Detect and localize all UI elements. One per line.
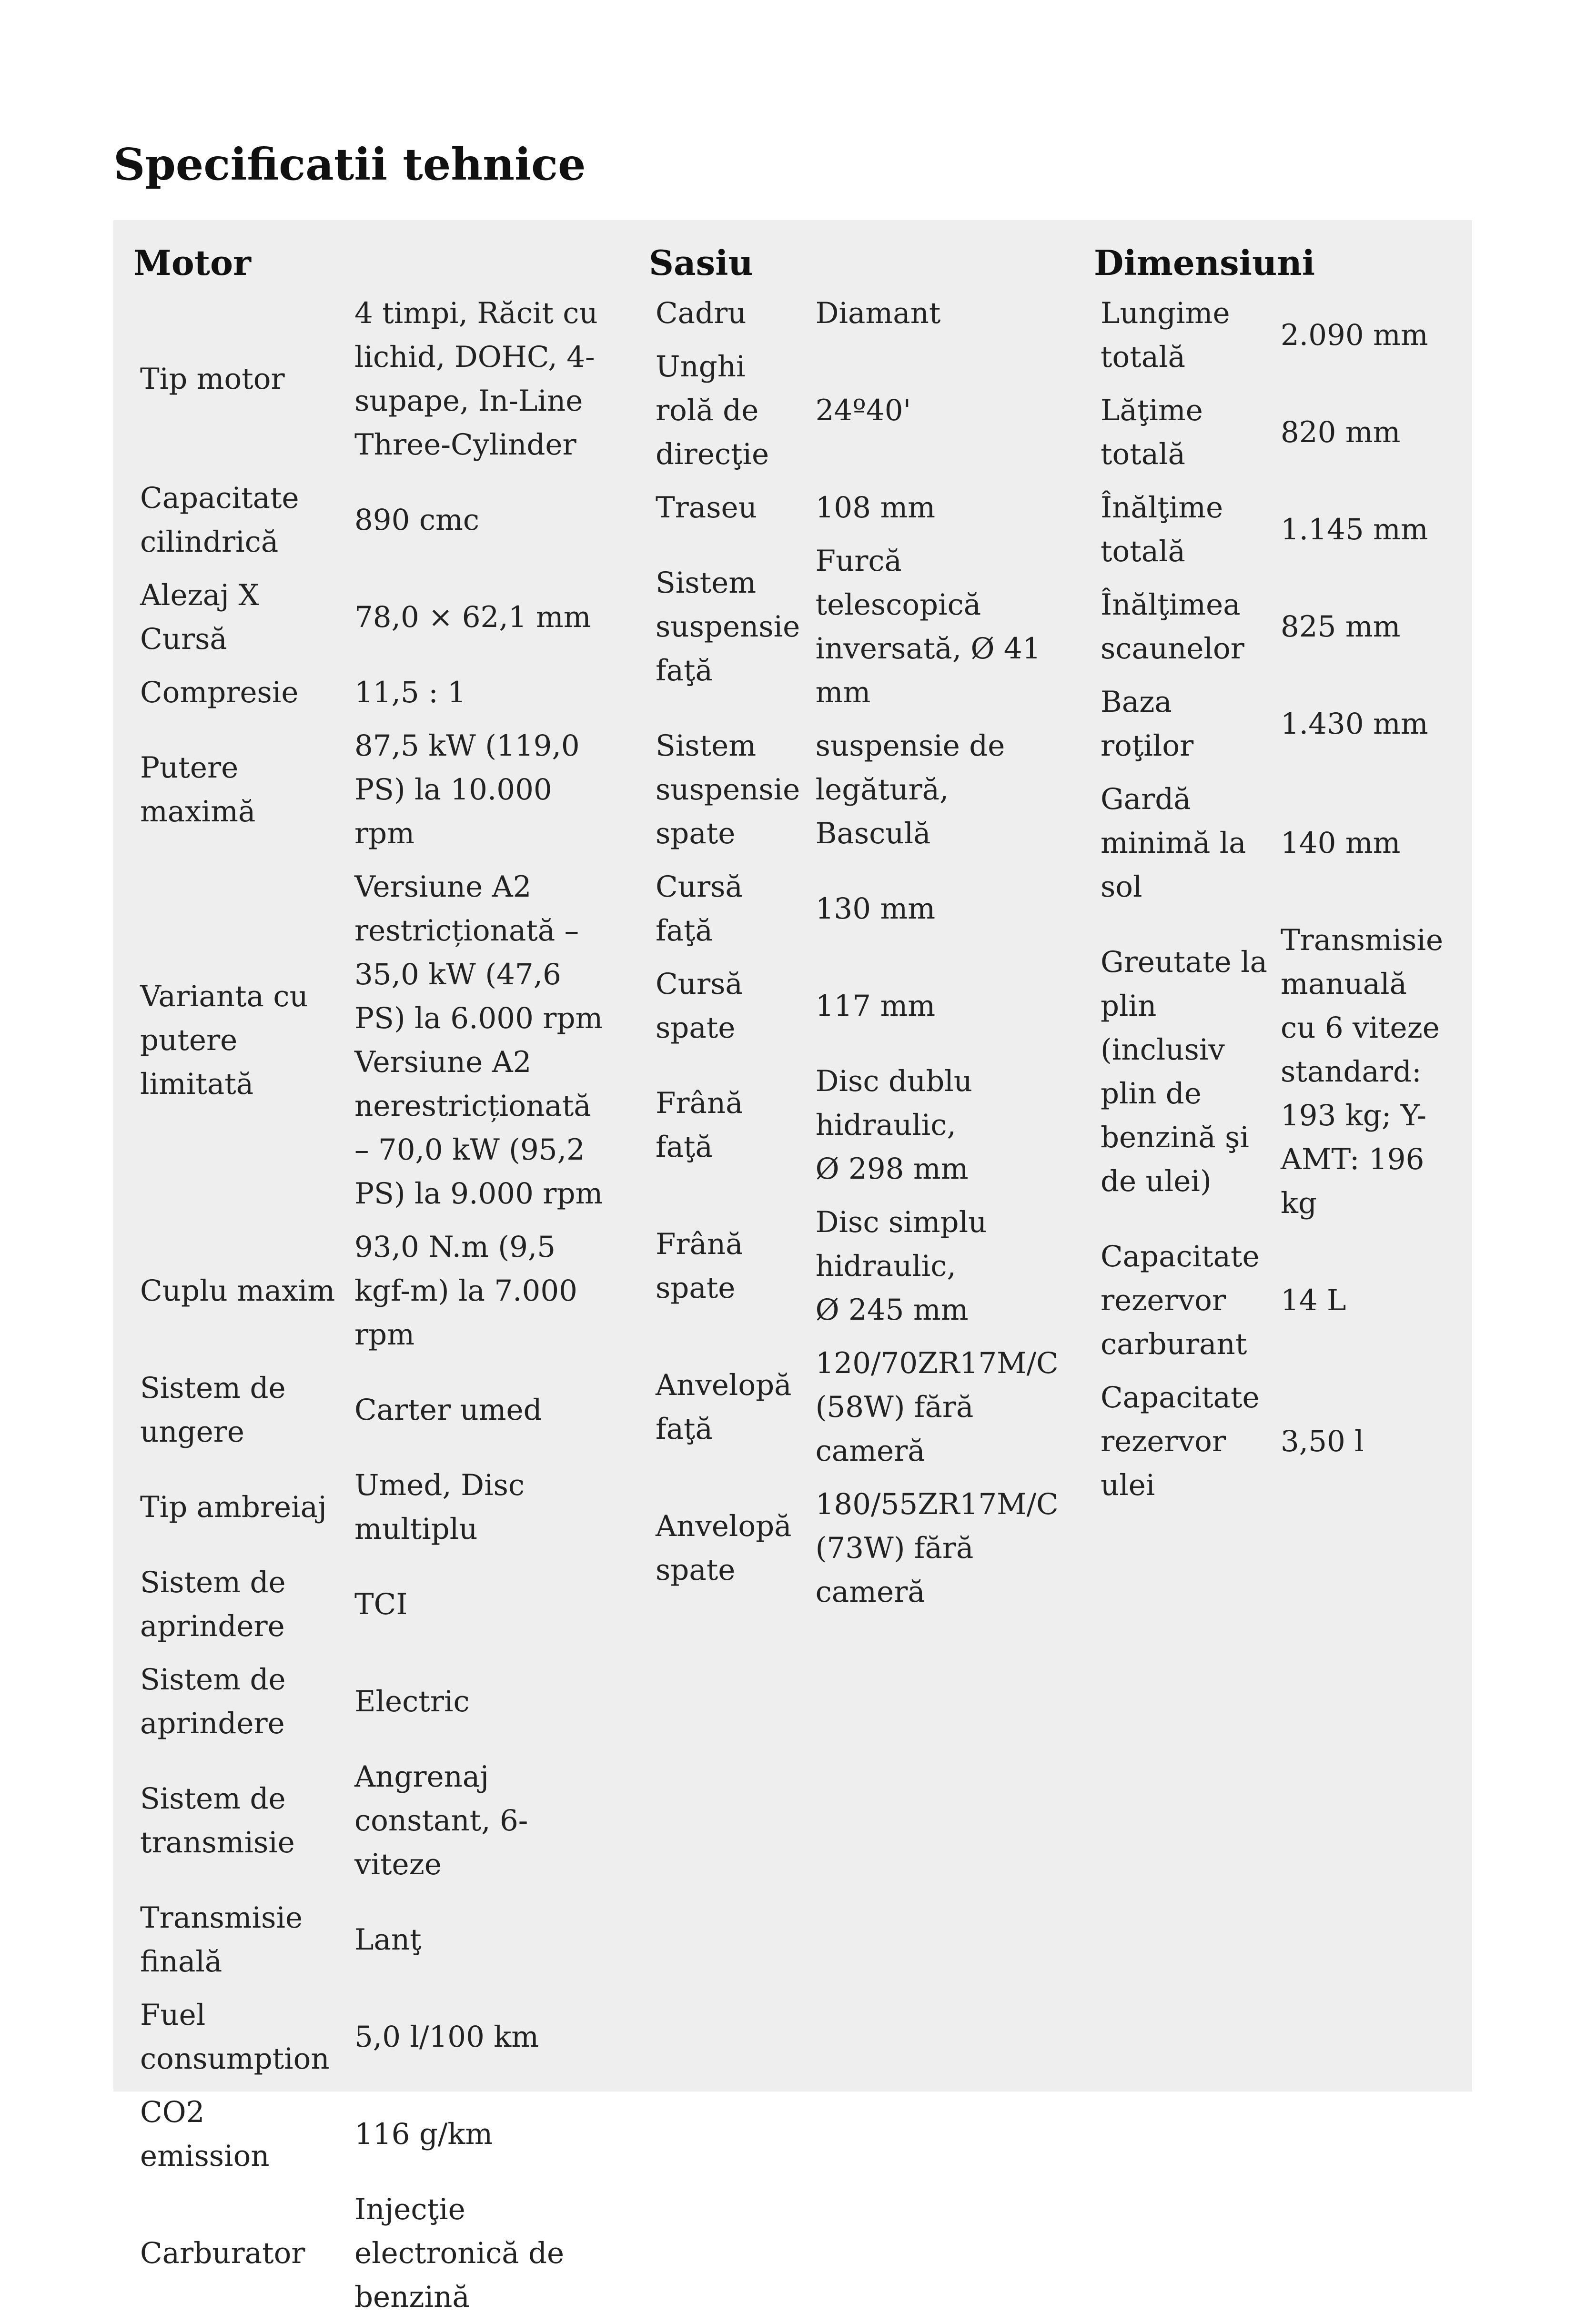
spec-value xyxy=(348,860,617,1221)
spec-value: Angrenaj constant, 6-viteze xyxy=(354,1760,528,1881)
motor-spec-table xyxy=(133,287,617,2324)
spec-label: Anvelopă faţă xyxy=(656,1368,792,1446)
table-row xyxy=(133,1221,617,1362)
spec-value: 5,0 l/100 km xyxy=(354,2020,539,2054)
spec-value: 93,0 N.m (9,5 kgf-m) la 7.000 rpm xyxy=(354,1230,577,1352)
table-row xyxy=(133,666,617,719)
spec-label: Sistem de transmisie xyxy=(140,1782,295,1859)
table-row xyxy=(649,481,1078,535)
sasiu-spec-table xyxy=(649,287,1078,1619)
spec-value: 117 mm xyxy=(815,989,936,1023)
spec-value: 825 mm xyxy=(1281,610,1401,644)
spec-label: Transmisie finală xyxy=(140,1901,303,1979)
table-row xyxy=(133,1362,617,1459)
table-row xyxy=(133,1989,617,2086)
spec-value-line: Disc dublu hidraulic, xyxy=(815,1064,973,1142)
table-row xyxy=(133,2086,617,2183)
table-row xyxy=(133,287,617,472)
spec-label: Sistem suspensie faţă xyxy=(656,566,800,687)
spec-value: 820 mm xyxy=(1281,415,1401,449)
spec-value xyxy=(809,1196,1078,1337)
spec-label: Putere maximă xyxy=(140,751,256,829)
table-row xyxy=(1094,1371,1449,1512)
spec-label: Cursă spate xyxy=(656,967,743,1045)
spec-value-line: Ø 245 mm xyxy=(815,1293,969,1327)
table-row xyxy=(1094,287,1449,384)
dimensiuni-section xyxy=(1094,239,1465,1512)
table-row xyxy=(133,472,617,569)
spec-value: 4 timpi, Răcit cu lichid, DOHC, 4-supape, In-Line Three-Cylinder xyxy=(354,296,598,462)
spec-value: 78,0 × 62,1 mm xyxy=(354,600,591,634)
spec-value: 24º40' xyxy=(815,394,911,427)
table-row xyxy=(133,1459,617,1556)
table-row xyxy=(649,1337,1078,1478)
spec-label: Carburator xyxy=(140,2236,305,2270)
spec-label: Sistem de ungere xyxy=(140,1371,286,1449)
section-heading-sasiu: Sasiu xyxy=(649,243,753,283)
table-row xyxy=(133,1891,617,1989)
spec-value: 2.090 mm xyxy=(1281,318,1428,352)
table-row xyxy=(133,1556,617,1653)
spec-label: Înălţimea scaunelor xyxy=(1101,588,1244,666)
spec-label: Sistem suspensie spate xyxy=(656,729,800,850)
spec-value: 120/70ZR17M/C (58W) fără cameră xyxy=(815,1346,1059,1468)
spec-label: Cursă faţă xyxy=(656,870,743,948)
page-title: Specificatii tehnice xyxy=(113,139,586,190)
spec-value-line: Ø 298 mm xyxy=(815,1152,969,1186)
table-row xyxy=(649,860,1078,958)
spec-value: Furcă telescopică inversată, Ø 41 mm xyxy=(815,544,1041,709)
spec-label: Tip motor xyxy=(140,362,285,396)
spec-value: Electric xyxy=(354,1685,470,1718)
table-row xyxy=(649,719,1078,860)
spec-label: Lăţime totală xyxy=(1101,394,1203,471)
table-row xyxy=(649,340,1078,481)
table-row xyxy=(1094,676,1449,773)
spec-value-line: Versiune A2 nerestricționată – 70,0 kW (95,2 PS) la 9.000 rpm xyxy=(354,1045,603,1211)
table-row xyxy=(133,2183,617,2324)
spec-value: 140 mm xyxy=(1281,826,1401,860)
spec-label: Înălţime totală xyxy=(1101,491,1223,568)
spec-label: Capacitate cilindrică xyxy=(140,481,299,559)
spec-label: Greutate la plin (inclusiv plin de benzină şi de ulei) xyxy=(1101,945,1268,1198)
table-row xyxy=(649,1055,1078,1196)
table-row xyxy=(649,1196,1078,1337)
spec-label: Frână faţă xyxy=(656,1086,743,1164)
spec-label: Capacitate rezervor carburant xyxy=(1101,1240,1260,1361)
spec-label: Compresie xyxy=(140,676,299,709)
table-row xyxy=(133,860,617,1221)
spec-label: Gardă minimă la sol xyxy=(1101,782,1246,904)
spec-value: Carter umed xyxy=(354,1393,542,1427)
spec-value: 130 mm xyxy=(815,892,936,926)
spec-value: 108 mm xyxy=(815,491,936,525)
spec-value: 1.430 mm xyxy=(1281,707,1428,741)
spec-value-line: Versiune A2 restricționată – 35,0 kW (47,6 PS) la 6.000 rpm xyxy=(354,870,603,1035)
spec-value: Diamant xyxy=(815,296,941,330)
spec-label: Sistem de aprindere xyxy=(140,1663,286,1740)
section-heading-motor: Motor xyxy=(133,243,251,283)
table-row xyxy=(1094,384,1449,481)
spec-value: 11,5 : 1 xyxy=(354,676,466,709)
table-row xyxy=(649,287,1078,340)
spec-value: suspensie de legătură, Basculă xyxy=(815,729,1005,850)
dimensiuni-spec-table xyxy=(1094,287,1449,1512)
table-row xyxy=(1094,773,1449,914)
spec-panel xyxy=(113,220,1472,2314)
sasiu-section xyxy=(649,239,1078,1619)
spec-label: Capacitate rezervor ulei xyxy=(1101,1381,1260,1502)
spec-label: Baza roţilor xyxy=(1101,685,1194,763)
spec-label: CO2 emission xyxy=(140,2095,270,2173)
spec-value-line: Disc simplu hidraulic, xyxy=(815,1205,987,1283)
table-row xyxy=(133,719,617,860)
spec-value: 3,50 l xyxy=(1281,1425,1364,1458)
spec-value: 890 cmc xyxy=(354,503,479,537)
spec-label: Tip ambreiaj xyxy=(140,1490,327,1524)
spec-value: 180/55ZR17M/C (73W) fără cameră xyxy=(815,1487,1059,1609)
spec-label: Anvelopă spate xyxy=(656,1509,792,1587)
motor-section xyxy=(133,239,629,2324)
spec-value: 116 g/km xyxy=(354,2117,493,2151)
table-row xyxy=(649,958,1078,1055)
spec-value: 1.145 mm xyxy=(1281,513,1428,546)
spec-label: Alezaj X Cursă xyxy=(140,578,259,656)
spec-value: 87,5 kW (119,0 PS) la 10.000 rpm xyxy=(354,729,580,850)
table-row xyxy=(133,1750,617,1891)
spec-value xyxy=(809,1055,1078,1196)
spec-value: Umed, Disc multiplu xyxy=(354,1468,525,1546)
spec-label: Cuplu maxim xyxy=(140,1274,335,1308)
spec-value: Transmisie manuală cu 6 viteze standard: 193 kg; Y-AMT: 196 kg xyxy=(1281,923,1444,1220)
table-row xyxy=(133,1653,617,1750)
spec-label: Sistem de aprindere xyxy=(140,1566,286,1643)
table-row xyxy=(649,1478,1078,1619)
spec-label: Lungime totală xyxy=(1101,296,1230,374)
spec-label: Frână spate xyxy=(656,1227,743,1305)
spec-label: Varianta cu putere limitată xyxy=(140,980,308,1101)
spec-label: Fuel consumption xyxy=(140,1998,330,2076)
spec-label: Cadru xyxy=(656,296,747,330)
table-row xyxy=(1094,914,1449,1230)
table-row xyxy=(1094,1230,1449,1371)
table-row xyxy=(1094,578,1449,676)
spec-value: Injecţie electronică de benzină xyxy=(354,2193,565,2314)
spec-label: Traseu xyxy=(656,491,757,525)
spec-value: TCI xyxy=(354,1587,408,1621)
spec-value: Lanţ xyxy=(354,1923,422,1957)
table-row xyxy=(1094,481,1449,578)
table-row xyxy=(133,569,617,666)
spec-label: Unghi rolă de direcţie xyxy=(656,350,769,471)
spec-value: 14 L xyxy=(1281,1283,1346,1317)
section-heading-dimensiuni: Dimensiuni xyxy=(1094,243,1315,283)
table-row xyxy=(649,535,1078,719)
